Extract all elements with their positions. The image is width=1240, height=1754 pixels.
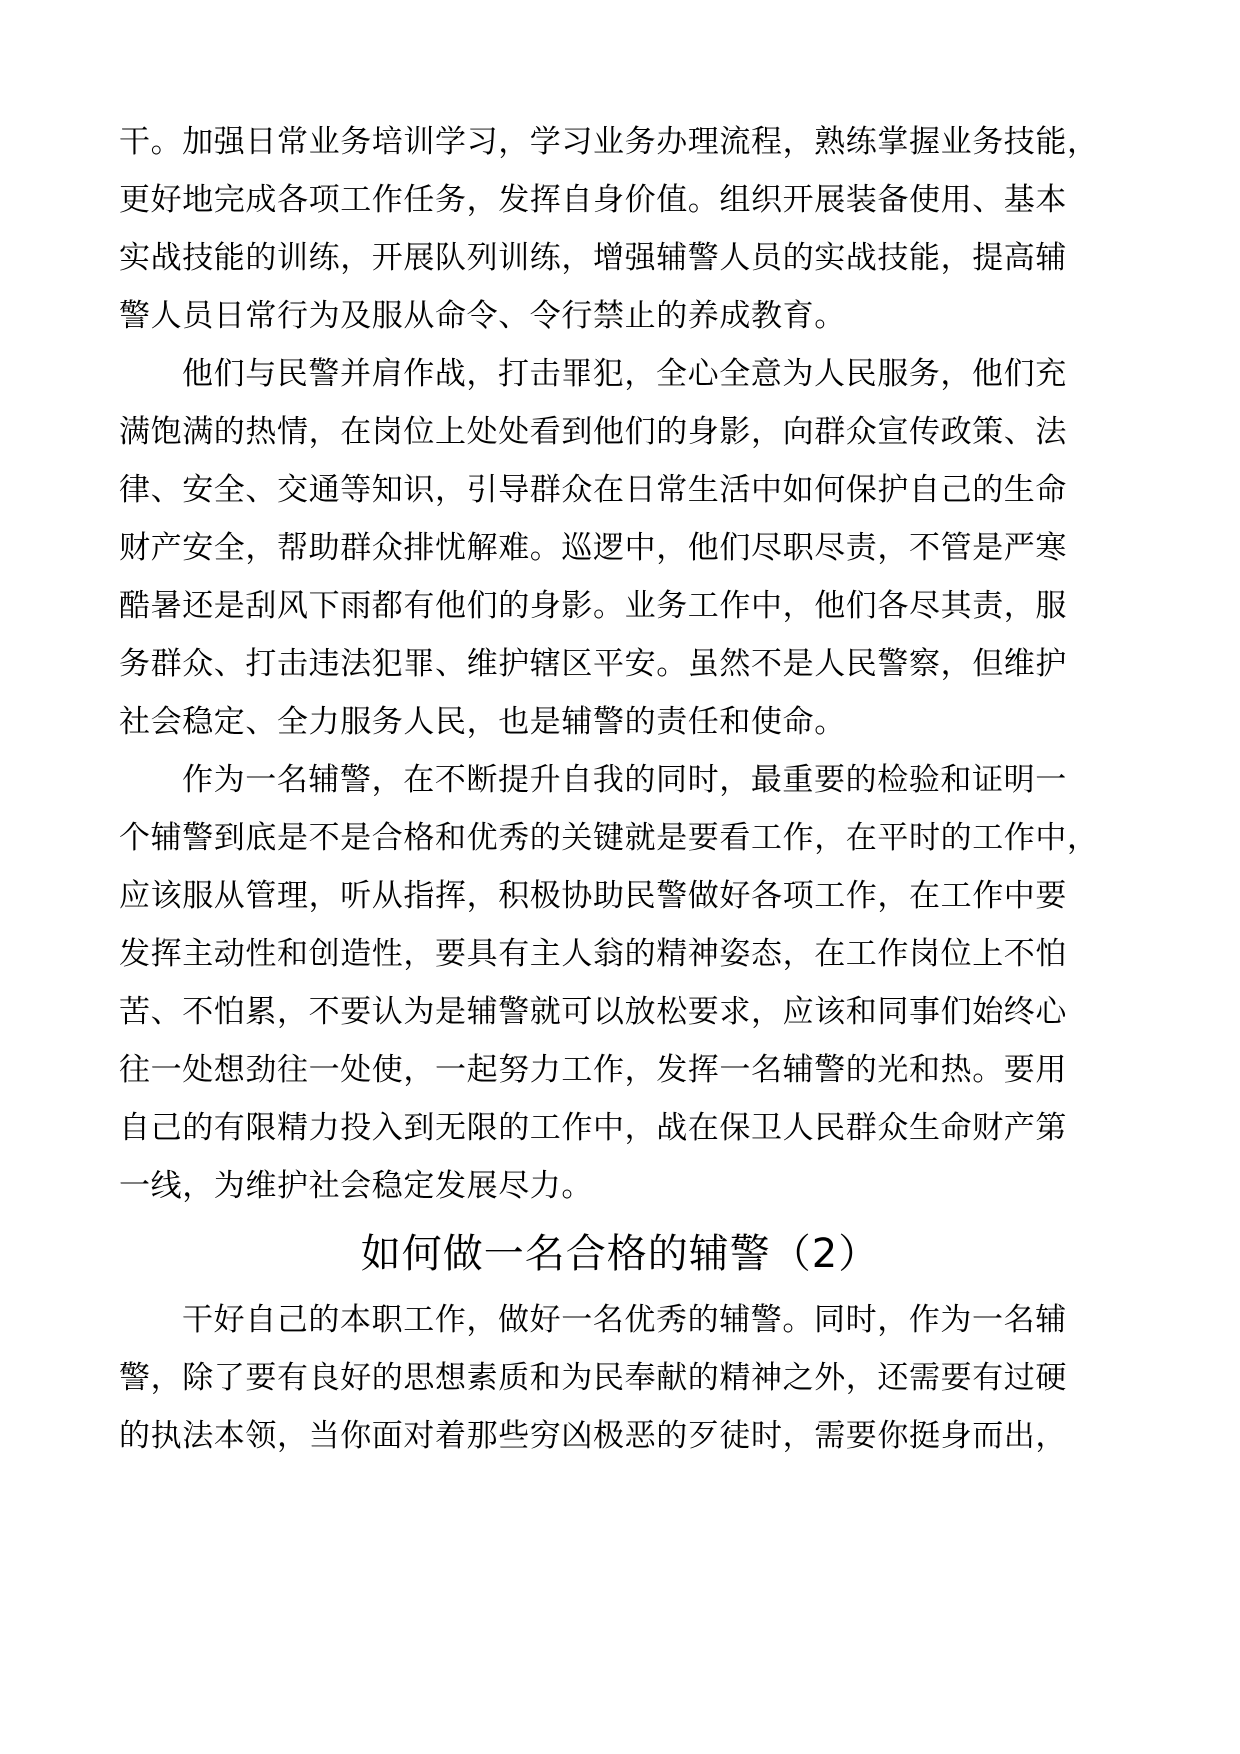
paragraph-line: 应该服从管理，听从指挥，积极协助民警做好各项工作，在工作中要 [119, 878, 1067, 914]
paragraph-line: 干。加强日常业务培训学习，学习业务办理流程，熟练掌握业务技能， [119, 124, 1099, 160]
paragraph-line: 警人员日常行为及服从命令、令行禁止的养成教育。 [119, 298, 846, 334]
paragraph-line: 往一处想劲往一处使，一起努力工作，发挥一名辅警的光和热。要用 [119, 1052, 1067, 1088]
paragraph-line: 自己的有限精力投入到无限的工作中，战在保卫人民群众生命财产第 [119, 1110, 1067, 1146]
paragraph-line: 作为一名辅警，在不断提升自我的同时，最重要的检验和证明一 [182, 762, 1067, 798]
paragraph-line: 务群众、打击违法犯罪、维护辖区平安。虽然不是人民警察，但维护 [119, 646, 1067, 682]
paragraph-line: 社会稳定、全力服务人民，也是辅警的责任和使命。 [119, 704, 846, 740]
paragraph-line: 一线，为维护社会稳定发展尽力。 [119, 1168, 593, 1204]
paragraph-line: 发挥主动性和创造性，要具有主人翁的精神姿态，在工作岗位上不怕 [119, 936, 1067, 972]
paragraph-line: 律、安全、交通等知识，引导群众在日常生活中如何保护自己的生命 [119, 472, 1067, 508]
paragraph-line: 更好地完成各项工作任务，发挥自身价值。组织开展装备使用、基本 [119, 182, 1067, 218]
paragraph-line: 警，除了要有良好的思想素质和为民奉献的精神之外，还需要有过硬 [119, 1360, 1067, 1396]
paragraph-line: 财产安全，帮助群众排忧解难。巡逻中，他们尽职尽责，不管是严寒 [119, 530, 1067, 566]
paragraph-line: 的执法本领，当你面对着那些穷凶极恶的歹徒时，需要你挺身而出， [119, 1418, 1067, 1454]
section-title: 如何做一名合格的辅警（2） [360, 1231, 880, 1277]
paragraph-line: 他们与民警并肩作战，打击罪犯，全心全意为人民服务，他们充 [182, 356, 1067, 392]
paragraph-line: 干好自己的本职工作，做好一名优秀的辅警。同时，作为一名辅 [182, 1302, 1067, 1338]
paragraph-line: 酷暑还是刮风下雨都有他们的身影。业务工作中，他们各尽其责，服 [119, 588, 1067, 624]
paragraph-line: 实战技能的训练，开展队列训练，增强辅警人员的实战技能，提高辅 [119, 240, 1067, 276]
paragraph-line: 个辅警到底是不是合格和优秀的关键就是要看工作，在平时的工作中， [119, 820, 1099, 856]
paragraph-line: 苦、不怕累，不要认为是辅警就可以放松要求，应该和同事们始终心 [119, 994, 1067, 1030]
paragraph-line: 满饱满的热情，在岗位上处处看到他们的身影，向群众宣传政策、法 [119, 414, 1067, 450]
